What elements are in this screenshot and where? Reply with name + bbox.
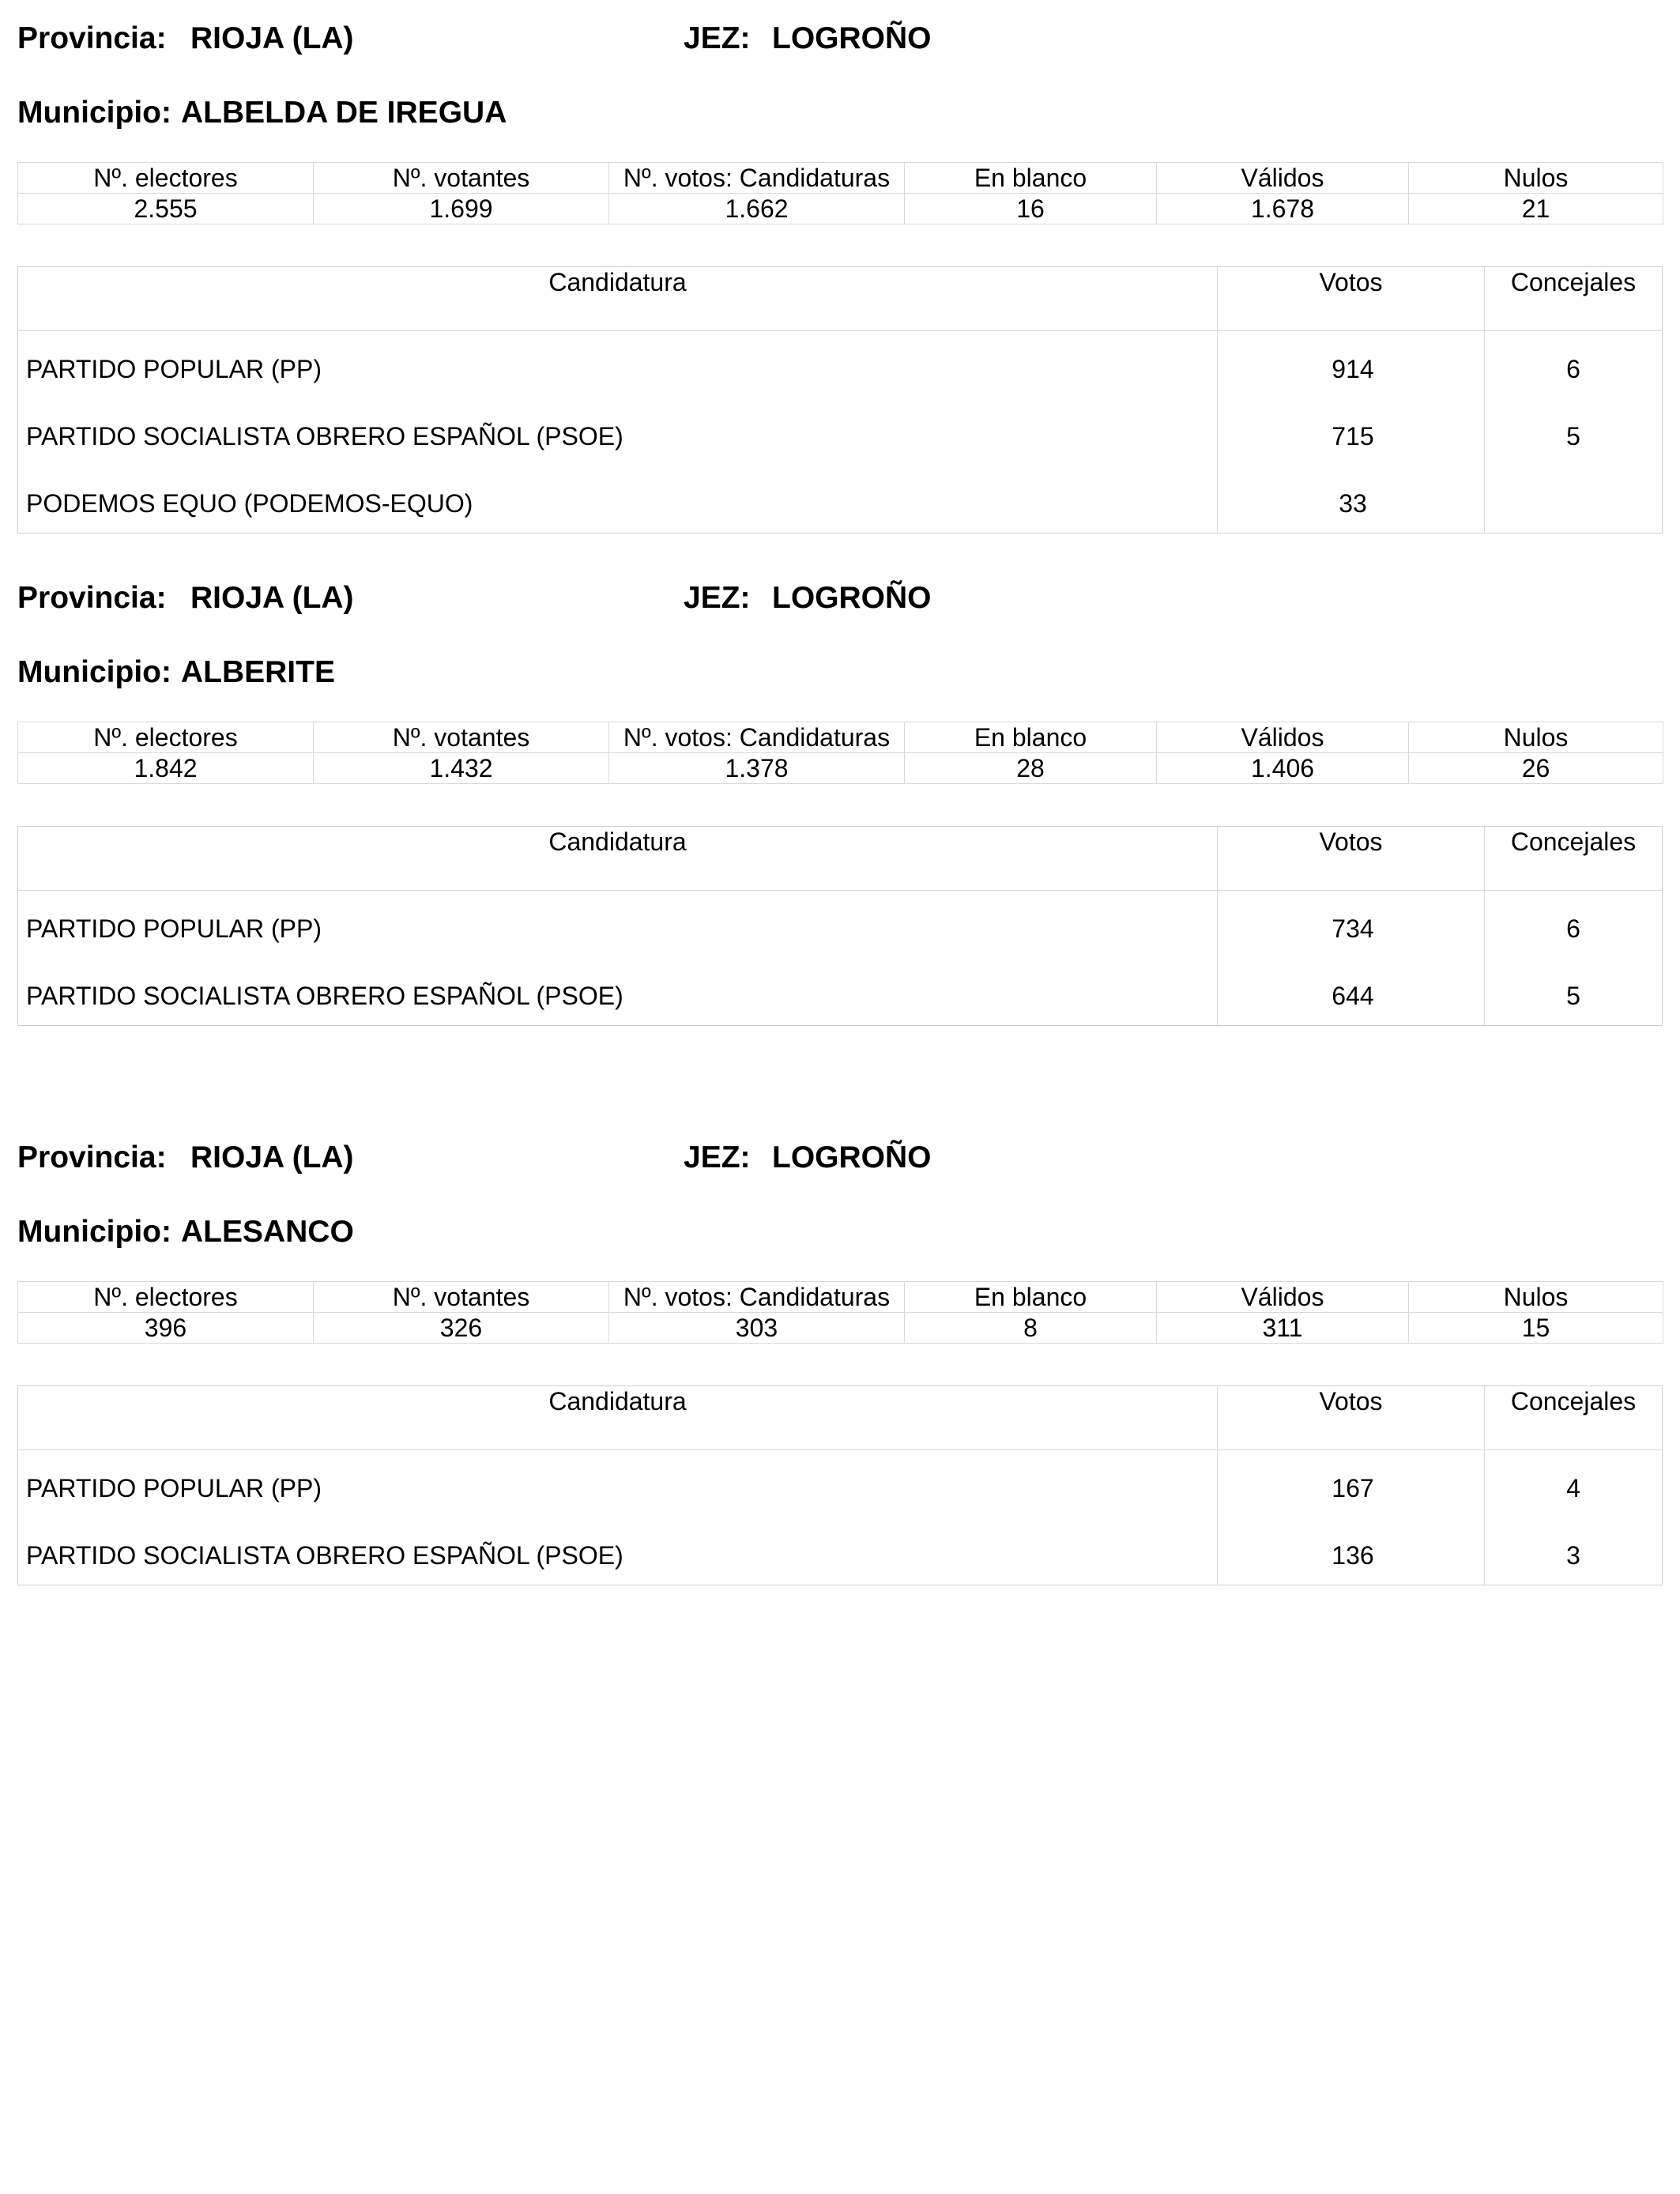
jez-value: LOGROÑO (772, 1140, 932, 1174)
candidatura-name: PARTIDO SOCIALISTA OBRERO ESPAÑOL (PSOE) (26, 422, 623, 450)
summary-header: Nº. votos: Candidaturas (609, 722, 905, 753)
candidatura-votos: 136 (1332, 1541, 1374, 1570)
summary-header: Nº. electores (18, 1282, 314, 1313)
summary-value: 1.432 (314, 753, 609, 784)
municipio-line (17, 653, 335, 692)
summary-table (17, 162, 1663, 224)
candidatura-row (18, 958, 1662, 1025)
summary-header: Válidos (1157, 163, 1409, 194)
summary-header: Nulos (1409, 1282, 1663, 1313)
candidatura-concejales: 5 (1566, 422, 1580, 450)
provincia-label: Provincia: (17, 21, 167, 55)
provincia-label: Provincia: (17, 1140, 167, 1174)
summary-header: En blanco (905, 722, 1157, 753)
candidatura-row (18, 1450, 1662, 1517)
municipio-value: ALESANCO (180, 1215, 354, 1249)
candidatura-header: Candidatura (548, 1387, 687, 1416)
municipio-label: Municipio: (17, 96, 171, 130)
municipio-label: Municipio: (17, 1215, 171, 1249)
candidatura-name: PARTIDO SOCIALISTA OBRERO ESPAÑOL (PSOE) (26, 982, 623, 1010)
jez-line (684, 19, 932, 58)
jez-value: LOGROÑO (772, 21, 932, 55)
summary-value-row (18, 753, 1663, 784)
summary-value: 1.699 (314, 194, 609, 224)
candidatura-votos: 33 (1339, 489, 1367, 518)
provincia-value: RIOJA (LA) (190, 1140, 354, 1174)
summary-value: 303 (609, 1313, 905, 1344)
candidatura-concejales: 5 (1566, 982, 1580, 1010)
summary-value: 2.555 (18, 194, 314, 224)
summary-value: 21 (1409, 194, 1663, 224)
jez-line (684, 579, 932, 618)
summary-header: Válidos (1157, 722, 1409, 753)
candidatura-name: PODEMOS EQUO (PODEMOS-EQUO) (26, 489, 473, 518)
candidatura-name: PARTIDO POPULAR (PP) (26, 914, 322, 943)
candidatura-concejales: 6 (1566, 914, 1580, 943)
candidatura-table (17, 266, 1663, 533)
candidatura-header-row (18, 1386, 1662, 1450)
candidatura-concejales: 4 (1566, 1474, 1580, 1502)
candidatura-table (17, 1385, 1663, 1585)
municipio-label: Municipio: (17, 655, 171, 689)
candidatura-row (18, 1517, 1662, 1585)
summary-table (17, 722, 1663, 784)
summary-header: Nulos (1409, 163, 1663, 194)
municipio-value: ALBERITE (180, 655, 335, 689)
candidatura-name: PARTIDO POPULAR (PP) (26, 355, 322, 383)
summary-value: 326 (314, 1313, 609, 1344)
candidatura-header: Candidatura (548, 268, 687, 296)
provincia-value: RIOJA (LA) (190, 581, 354, 615)
summary-header: Nº. electores (18, 722, 314, 753)
candidatura-row (18, 331, 1662, 398)
summary-header: Nº. votantes (314, 1282, 609, 1313)
summary-value: 28 (905, 753, 1157, 784)
candidatura-votos: 914 (1332, 355, 1374, 383)
summary-value: 1.842 (18, 753, 314, 784)
candidatura-header: Candidatura (548, 827, 687, 856)
municipio-line (17, 1212, 354, 1252)
jez-label: JEZ: (684, 581, 751, 615)
jez-line (684, 1138, 932, 1178)
provincia-value: RIOJA (LA) (190, 21, 354, 55)
summary-header: Válidos (1157, 1282, 1409, 1313)
candidatura-votos: 167 (1332, 1474, 1374, 1502)
municipio-line (17, 93, 507, 133)
concejales-header: Concejales (1510, 268, 1637, 296)
candidatura-name: PARTIDO SOCIALISTA OBRERO ESPAÑOL (PSOE) (26, 1541, 623, 1570)
summary-header-row (18, 722, 1663, 753)
candidatura-votos: 734 (1332, 914, 1374, 943)
summary-header: Nº. electores (18, 163, 314, 194)
jez-value: LOGROÑO (772, 581, 932, 615)
candidatura-concejales: 6 (1566, 355, 1580, 383)
summary-header: Nº. votantes (314, 163, 609, 194)
jez-label: JEZ: (684, 1140, 751, 1174)
summary-header: Nº. votos: Candidaturas (609, 1282, 905, 1313)
concejales-header: Concejales (1510, 827, 1637, 856)
summary-value: 15 (1409, 1313, 1663, 1344)
summary-value: 26 (1409, 753, 1663, 784)
summary-header: Nº. votos: Candidaturas (609, 163, 905, 194)
summary-header: Nulos (1409, 722, 1663, 753)
summary-table (17, 1281, 1663, 1344)
summary-header-row (18, 163, 1663, 194)
summary-value: 1.678 (1157, 194, 1409, 224)
candidatura-votos: 644 (1332, 982, 1374, 1010)
candidatura-row (18, 891, 1662, 958)
candidatura-votos: 715 (1332, 422, 1374, 450)
concejales-header: Concejales (1510, 1387, 1637, 1416)
summary-header-row (18, 1282, 1663, 1313)
summary-value-row (18, 194, 1663, 224)
candidatura-table (17, 826, 1663, 1026)
votos-header: Votos (1319, 268, 1383, 296)
summary-value: 1.406 (1157, 753, 1409, 784)
summary-value: 396 (18, 1313, 314, 1344)
candidatura-header-row (18, 267, 1662, 331)
candidatura-concejales: 3 (1566, 1541, 1580, 1570)
candidatura-row (18, 466, 1662, 533)
candidatura-name: PARTIDO POPULAR (PP) (26, 1474, 322, 1502)
votos-header: Votos (1319, 1387, 1383, 1416)
summary-value: 1.662 (609, 194, 905, 224)
summary-value: 16 (905, 194, 1157, 224)
summary-value-row (18, 1313, 1663, 1344)
summary-value: 1.378 (609, 753, 905, 784)
summary-header: En blanco (905, 1282, 1157, 1313)
provincia-label: Provincia: (17, 581, 167, 615)
summary-header: Nº. votantes (314, 722, 609, 753)
summary-header: En blanco (905, 163, 1157, 194)
votos-header: Votos (1319, 827, 1383, 856)
municipio-value: ALBELDA DE IREGUA (180, 96, 507, 130)
summary-value: 311 (1157, 1313, 1409, 1344)
candidatura-header-row (18, 827, 1662, 891)
summary-value: 8 (905, 1313, 1157, 1344)
candidatura-row (18, 398, 1662, 466)
jez-label: JEZ: (684, 21, 751, 55)
